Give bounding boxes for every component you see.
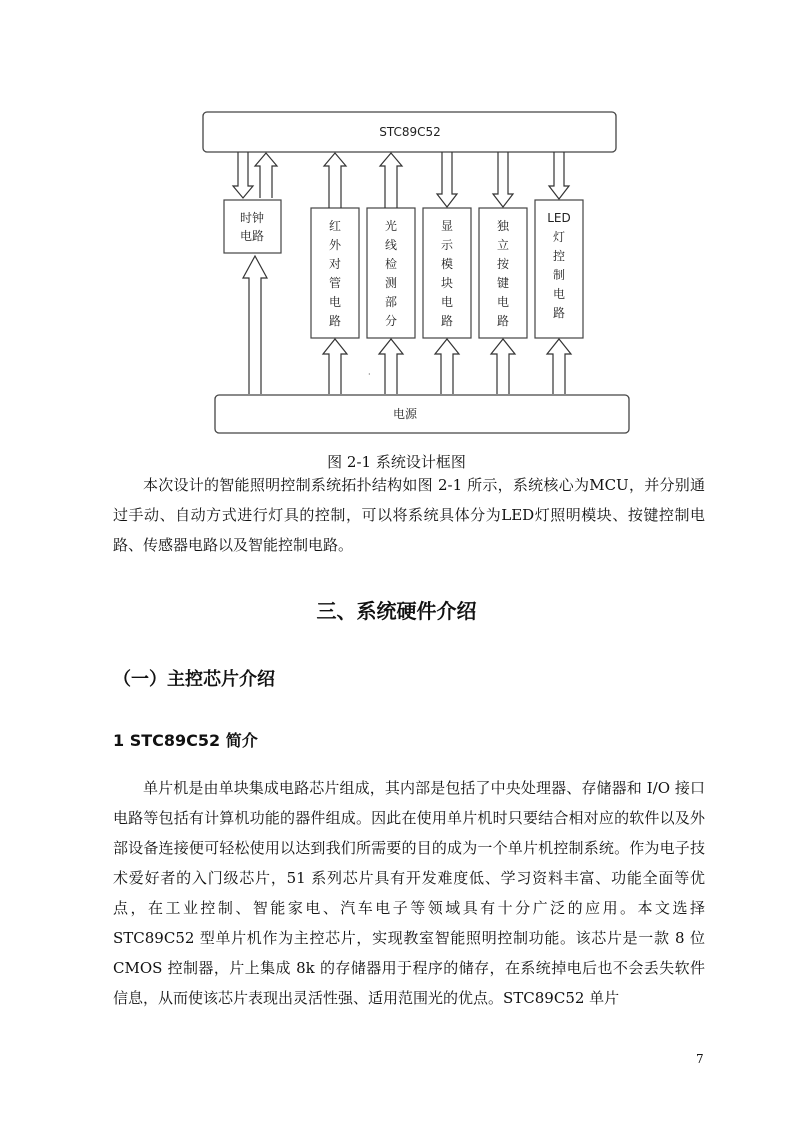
module-5-char: 制 (552, 268, 566, 282)
paragraph-topology: 本次设计的智能照明控制系统拓扑结构如图 2-1 所示，系统核心为MCU，并分别通过手动、自动方式进行灯具的控制，可以将系统具体分为LED灯照明模块、按键控制电路、传感器电路以及智能控制电路。 (113, 476, 705, 554)
module-1-char: 对 (328, 257, 342, 271)
module-2-power-arrow (379, 339, 403, 394)
module-3-power-arrow (435, 339, 459, 394)
module-4-power-arrow (491, 339, 515, 394)
module-3-char: 电 (440, 295, 454, 309)
page-number: 7 (696, 1052, 704, 1066)
module-5-char: 控 (552, 249, 566, 263)
module-4-char: 独 (496, 219, 510, 233)
module-2-mcu-arrow (380, 153, 402, 208)
module-2-char: 部 (384, 295, 398, 309)
module-4-char: 电 (496, 295, 510, 309)
subsection-heading: （一）主控芯片介绍 (113, 669, 275, 690)
module-3-mcu-arrow (437, 152, 457, 207)
module-1-char: 电 (328, 295, 342, 309)
module-2-char: 分 (384, 314, 398, 328)
module-1-char: 管 (328, 276, 342, 290)
module-1-char: 路 (328, 314, 342, 328)
module-5-char: 电 (552, 287, 566, 301)
module-1-char: 红 (328, 219, 342, 233)
module-1-mcu-arrow (324, 153, 346, 208)
module-1-power-arrow (323, 339, 347, 394)
clock-label-line1: 时钟 (239, 211, 265, 225)
clock-block (224, 200, 281, 253)
module-5-char: LED (547, 211, 571, 225)
section-heading: 三、系统硬件介绍 (316, 599, 477, 623)
module-5-mcu-arrow (549, 152, 569, 199)
module-3-char: 路 (440, 314, 454, 328)
module-4-char: 路 (496, 314, 510, 328)
clock-label-line2: 电路 (239, 229, 265, 243)
module-4-char: 按 (496, 257, 510, 271)
module-2-char: 测 (384, 276, 398, 290)
module-3-char: 示 (440, 238, 454, 252)
module-3-char: 显 (440, 219, 454, 233)
module-3-char: 块 (440, 276, 454, 290)
clock-mcu-arrows (233, 152, 277, 198)
module-4-mcu-arrow (493, 152, 513, 207)
power-clock-arrow (243, 256, 267, 394)
module-5-char: 路 (552, 306, 566, 320)
module-blocks (311, 152, 583, 394)
diagram-mark: · (368, 370, 371, 379)
module-2-char: 线 (384, 238, 398, 252)
module-5-char: 灯 (552, 230, 566, 244)
module-4-char: 立 (496, 238, 510, 252)
system-block-diagram (0, 0, 793, 470)
module-2-char: 光 (384, 219, 398, 233)
paragraph-stc89c52-intro: 单片机是由单块集成电路芯片组成，其内部是包括了中央处理器、存储器和 I/O 接口电路等包括有计算机功能的器件组成。因此在使用单片机时只要结合相对应的软件以及外部设备连接便可轻松使用以达到我们所需要的目的成为一个单片机控制系统。作为电子技术爱好者的入门级芯片，51 系列芯片具有开发难度低、学习资料丰富、功能全面等优点，在工业控制、智能家电、汽车电子等领域具有十分广泛的应用。本文选择 STC89C52 型单片机作为主控芯片，实现教室智能照明控制功能。该芯片是一款 8 位 CMOS 控制器，片上集成 8k 的存储器用于程序的储存，在系统掉电后也不会丢失软件信息，从而使该芯片表现出灵活性强、适用范围光的优点。STC89C52 单片 (113, 779, 705, 1007)
module-3-char: 模 (440, 257, 454, 271)
module-5-power-arrow (547, 339, 571, 394)
mcu-label: STC89C52 (379, 125, 441, 139)
module-4-char: 键 (496, 276, 510, 290)
module-2-char: 检 (384, 257, 398, 271)
item-heading: 1 STC89C52 简介 (113, 731, 258, 750)
figure-caption: 图 2-1 系统设计框图 (327, 453, 466, 471)
power-block (215, 395, 629, 433)
module-1-char: 外 (328, 238, 342, 252)
power-label: 电源 (392, 407, 418, 421)
